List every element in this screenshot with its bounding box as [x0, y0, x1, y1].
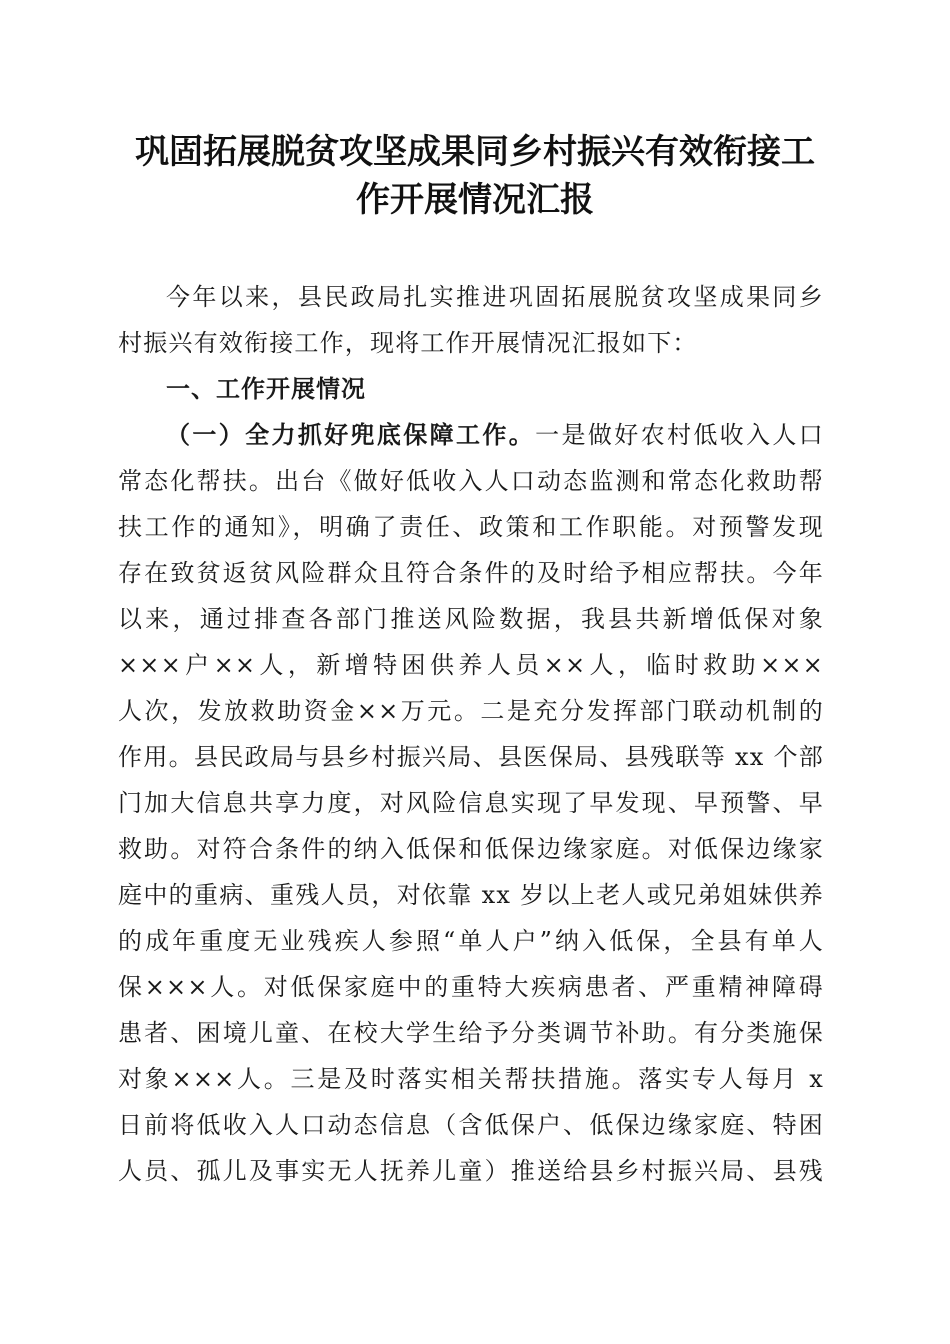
paragraph-line: ×××户××人，新增特困供养人员××人，临时救助××× [118, 651, 824, 679]
document-title [100, 128, 850, 224]
paragraph-line: 扶工作的通知》，明确了责任、政策和工作职能。对预警发现 [118, 513, 824, 541]
paragraph-line: 对象×××人。三是及时落实相关帮扶措施。落实专人每月 x [118, 1065, 824, 1093]
section-heading-1: 一、工作开展情况 [166, 375, 366, 403]
paragraph-line: 日前将低收入人口动态信息（含低保户、低保边缘家庭、特困 [118, 1111, 824, 1139]
subsection-heading-1: （一）全力抓好兜底保障工作。 [166, 420, 536, 449]
subsection-lead-rest: 一是做好农村低收入人口 [535, 421, 824, 449]
paragraph-line: 以来，通过排查各部门推送风险数据，我县共新增低保对象 [118, 605, 824, 633]
paragraph-line: 救助。对符合条件的纳入低保和低保边缘家庭。对低保边缘家 [118, 835, 824, 863]
paragraph-line: 常态化帮扶。出台《做好低收入人口动态监测和常态化救助帮 [118, 467, 824, 495]
paragraph-line: 保×××人。对低保家庭中的重特大疾病患者、严重精神障碍 [118, 973, 824, 1001]
subsection-lead-line [118, 412, 824, 458]
paragraph-line: 人员、孤儿及事实无人抚养儿童）推送给县乡村振兴局、县残 [118, 1157, 824, 1185]
intro-line-2: 村振兴有效衔接工作，现将工作开展情况汇报如下： [118, 329, 698, 357]
paragraph-line: 庭中的重病、重残人员，对依靠 xx 岁以上老人或兄弟姐妹供养 [118, 881, 824, 909]
document-body [118, 274, 824, 1194]
paragraph-line: 的成年重度无业残疾人参照“单人户”纳入低保，全县有单人 [118, 927, 824, 955]
title-line-2: 作开展情况汇报 [356, 180, 594, 220]
paragraph-line: 作用。县民政局与县乡村振兴局、县医保局、县残联等 xx 个部 [118, 743, 824, 771]
intro-line-1: 今年以来，县民政局扎实推进巩固拓展脱贫攻坚成果同乡 [166, 283, 824, 311]
paragraph-line: 患者、困境儿童、在校大学生给予分类调节补助。有分类施保 [118, 1019, 824, 1047]
paragraph-line: 存在致贫返贫风险群众且符合条件的及时给予相应帮扶。今年 [118, 559, 824, 587]
title-line-1: 巩固拓展脱贫攻坚成果同乡村振兴有效衔接工 [135, 132, 815, 172]
paragraph-line: 门加大信息共享力度，对风险信息实现了早发现、早预警、早 [118, 789, 824, 817]
paragraph-line: 人次，发放救助资金××万元。二是充分发挥部门联动机制的 [118, 697, 824, 725]
